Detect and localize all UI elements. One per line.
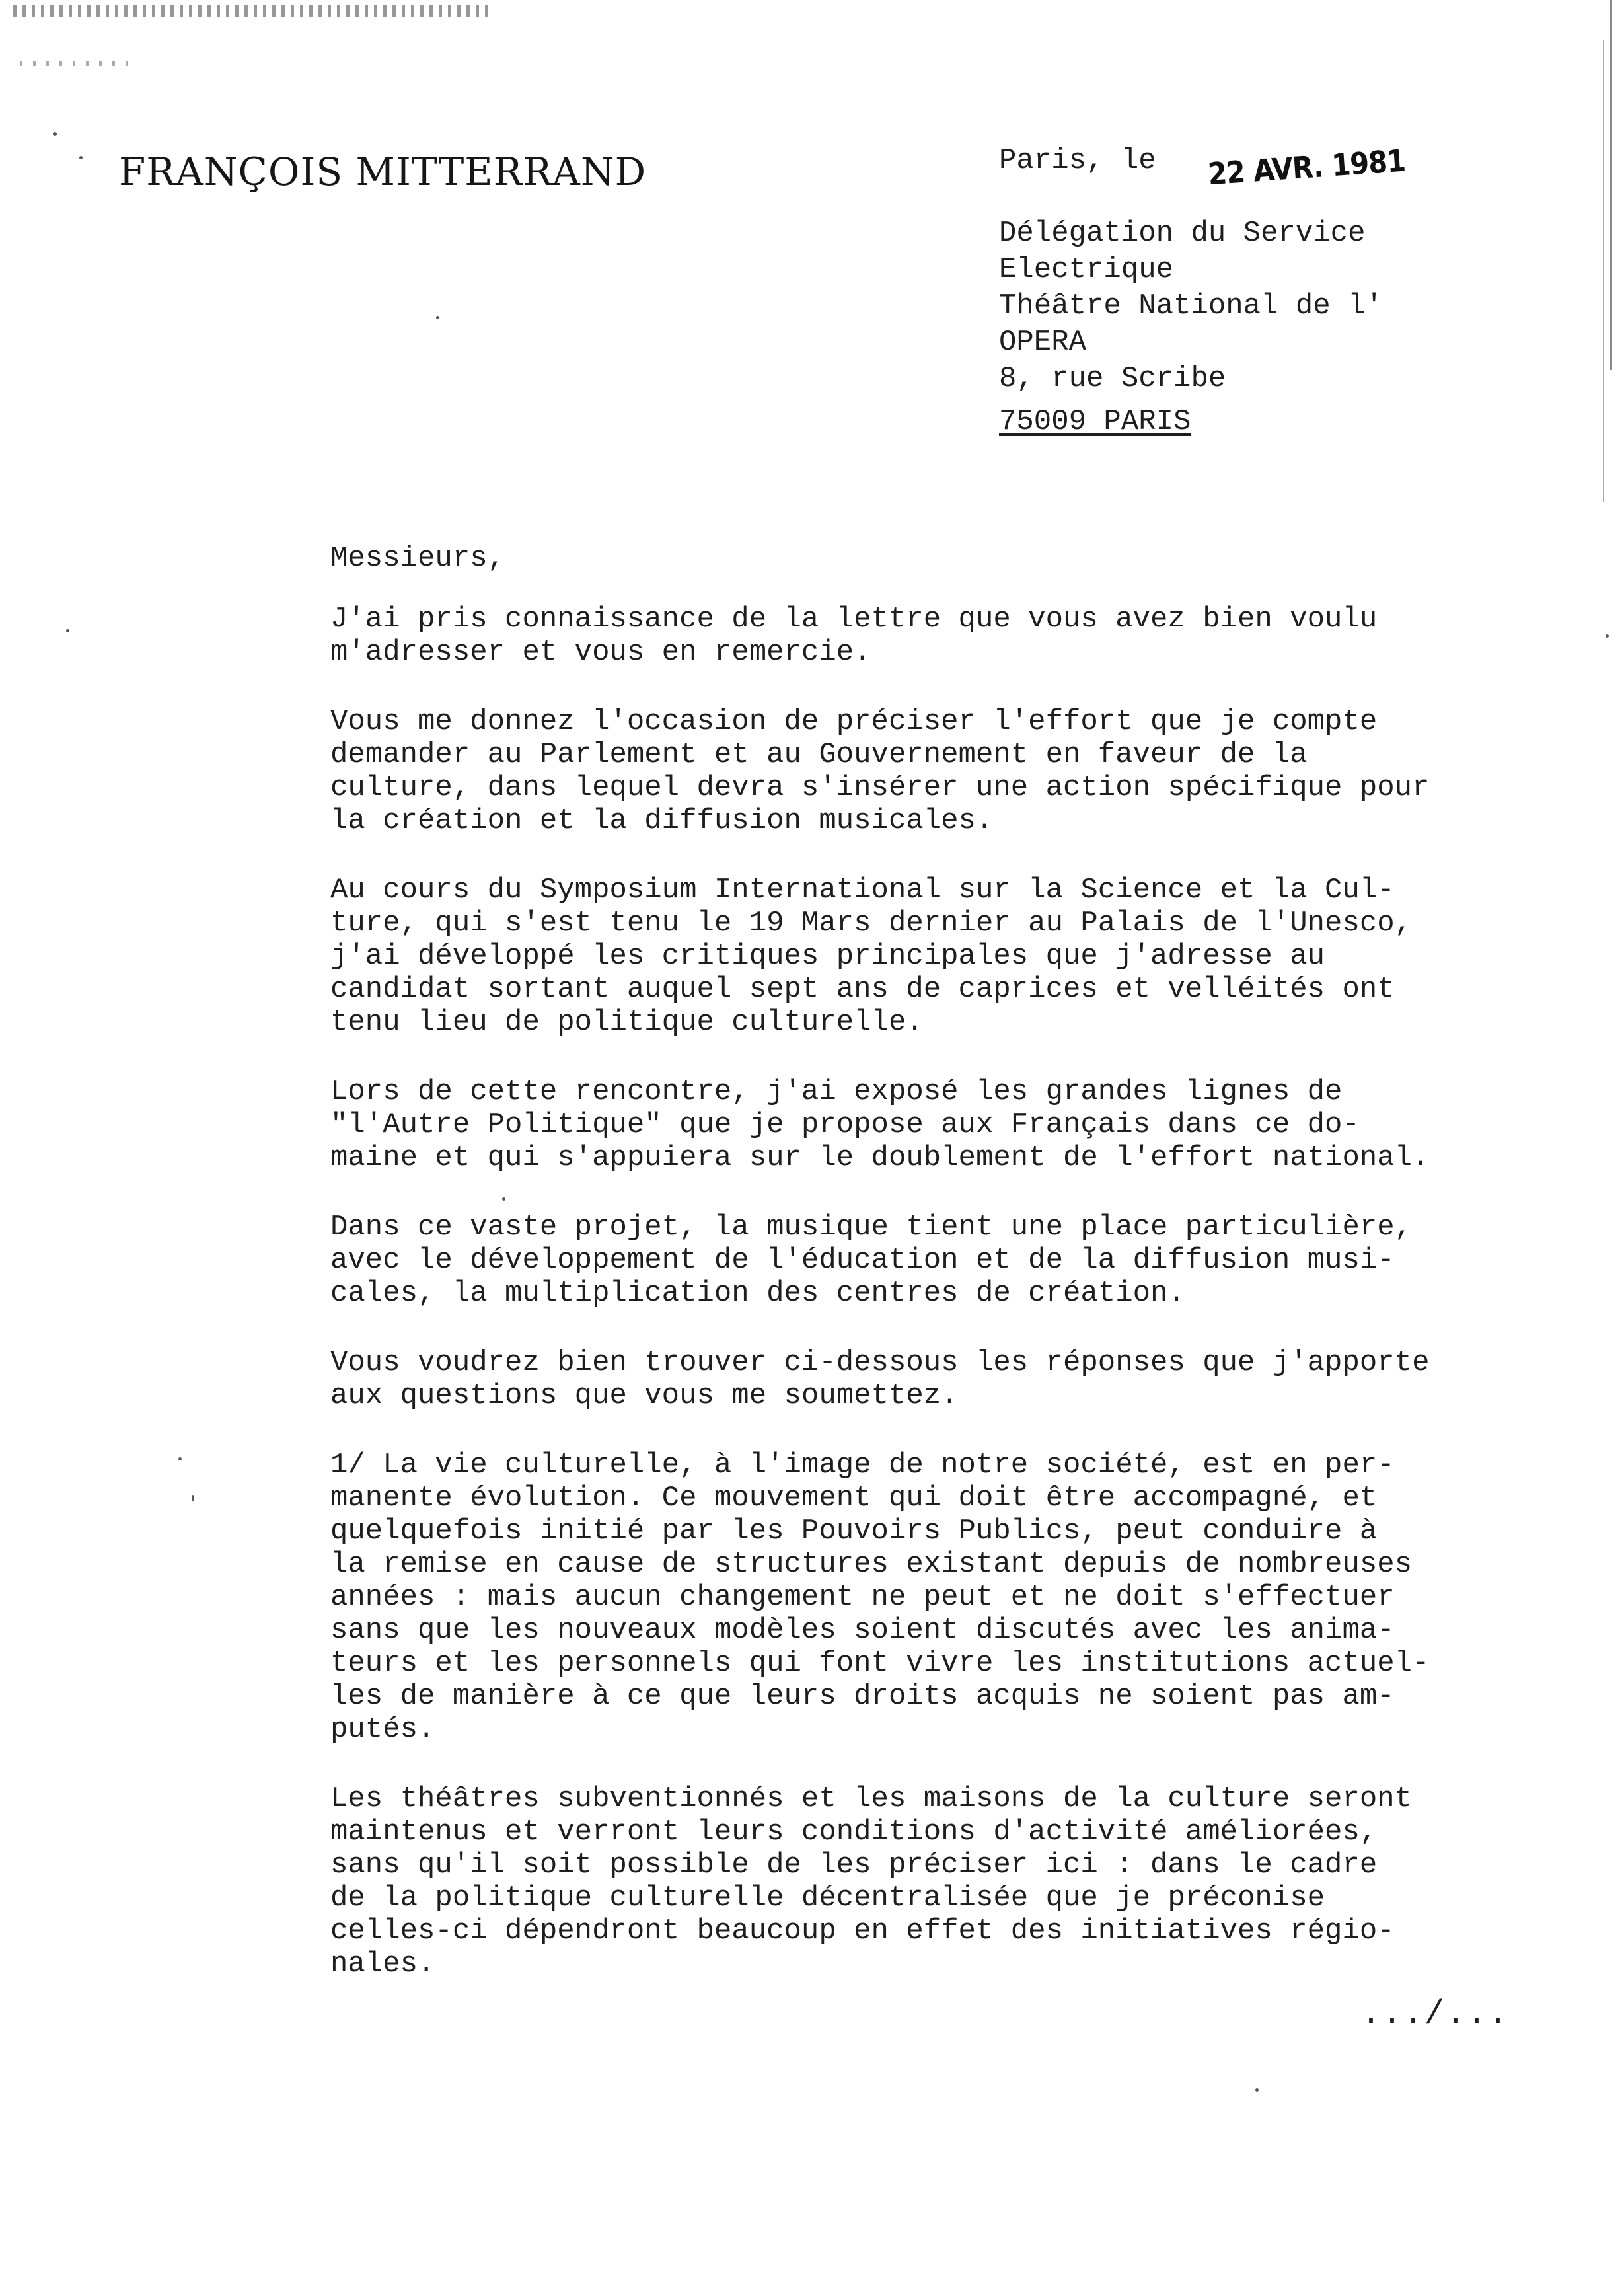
continuation-mark: .../... [1361,1996,1510,2033]
paragraph: J'ai pris connaissance de la lettre que vous avez bien voulu m'adresser et vous en remercie. [330,603,1378,669]
scan-speck [79,156,83,159]
address-line: Electrique [999,253,1174,286]
scan-artifact [13,5,489,17]
scan-edge-mark [1610,0,1612,370]
scan-speck [1255,2088,1259,2092]
address-line: Délégation du Service [999,217,1366,250]
dateline: Paris, le [999,144,1156,177]
paragraph: Au cours du Symposium International sur la Science et la Cul- ture, qui s'est tenu le 19 Mars dernier au Palais de l'Unesco, j'ai développé les critiques principales que j'adresse au candidat sortant auquel sept ans de caprices et velléités ont tenu lieu de politique culturelle. [330,874,1413,1039]
paragraph: Vous me donnez l'occasion de préciser l'effort que je compte demander au Parlement et au Gouvernement en faveur de la culture, dans lequel devra s'insérer une action spécifique pour la création et la diffusion musicales. [330,705,1430,837]
scan-artifact [20,61,132,66]
scan-speck [192,1495,194,1501]
scan-speck [53,132,57,136]
scan-speck [436,316,439,319]
paragraph: 1/ La vie culturelle, à l'image de notre société, est en per- manente évolution. Ce mouvement qui doit être accompagné, et quelquefois initié par les Pouvoirs Publics, peut conduire à la remise en cause de structures existant depuis de nombreuses années : mais aucun changement ne peut et ne doit s'effectuer sans que les nouveaux modèles soient discutés avec les anima- teurs et les personnels qui font vivre les institutions actuel- les de manière à ce que leurs droits acquis ne soient pas am- putés. [330,1449,1430,1746]
salutation: Messieurs, [330,542,505,575]
date-stamp: 22 AVR. 1981 [1206,142,1407,192]
scan-edge-mark [1603,40,1604,502]
address-line: Théâtre National de l' [999,289,1383,322]
paragraph: Vous voudrez bien trouver ci-dessous les réponses que j'apporte aux questions que vous me soumettez. [330,1346,1430,1412]
scan-speck [1606,634,1609,638]
paragraph: Lors de cette rencontre, j'ai exposé les grandes lignes de "l'Autre Politique" que je propose aux Français dans ce do- maine et qui s'appuiera sur le doublement de l'effort national. [330,1075,1430,1174]
scan-speck [178,1457,182,1460]
paragraph: Les théâtres subventionnés et les maisons de la culture seront maintenus et verront leurs conditions d'activité améliorées, sans qu'il soit possible de les préciser ici : dans le cadre de la politique culturelle décentralisée que je préconise celles-ci dépendront beaucoup en effet des initiatives régio- nales. [330,1782,1413,1981]
address-line: 8, rue Scribe [999,362,1226,395]
address-city: 75009 PARIS [999,405,1191,438]
scan-speck [502,1197,505,1201]
sender-name: FRANÇOIS MITTERRAND [119,149,647,194]
address-line: OPERA [999,326,1087,359]
recipient-address [999,215,1383,440]
scan-speck [66,629,69,632]
paragraph: Dans ce vaste projet, la musique tient une place particulière, avec le développement de l'éducation et de la diffusion musi- cales, la multiplication des centres de création. [330,1211,1413,1310]
letter-body [330,542,1599,2017]
